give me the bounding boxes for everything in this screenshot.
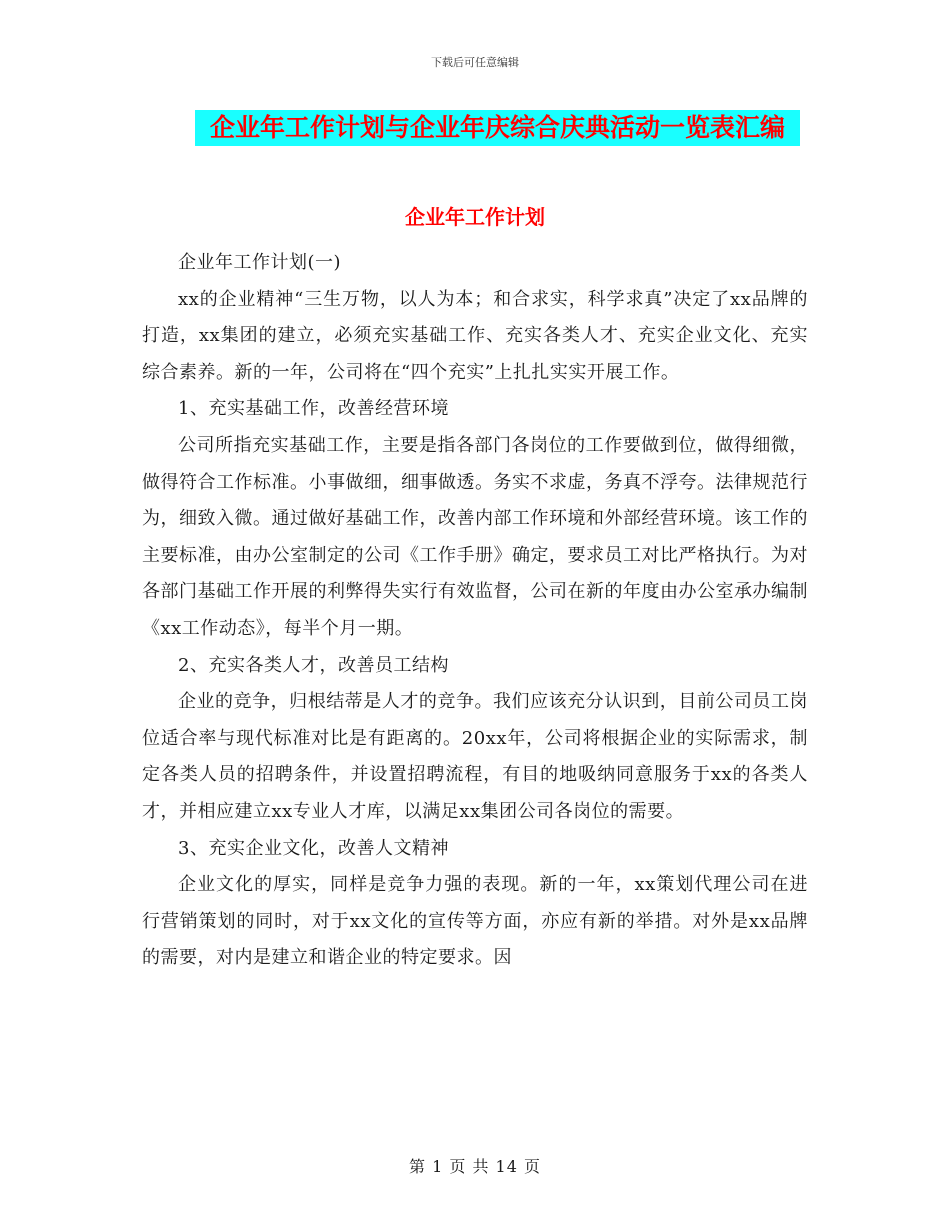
header-note: 下载后可任意编辑	[431, 56, 519, 69]
section-title: 企业年工作计划	[405, 205, 545, 229]
document-title: 企业年工作计划与企业年庆综合庆典活动一览表汇编	[195, 110, 800, 146]
paragraph-heading: 2、充实各类人才，改善员工结构	[178, 654, 449, 676]
paragraph-heading: 1、充实基础工作，改善经营环境	[178, 398, 449, 420]
document-body	[142, 245, 808, 977]
page-number: 第 1 页 共 14 页	[409, 1157, 541, 1176]
paragraph: xx的企业精神“三生万物，以人为本；和合求实，科学求真”决定了xx品牌的打造，xx集团的建立，必须充实基础工作、充实各类人才、充实企业文化、充实综合素养。新的一年，公司将在“四个充实”上扎扎实实开展工作。	[142, 288, 808, 383]
paragraph: 公司所指充实基础工作，主要是指各部门各岗位的工作要做到位，做得细微，做得符合工作标准。小事做细，细事做透。务实不求虚，务真不浮夸。法律规范行为，细致入微。通过做好基础工作，改善内部工作环境和外部经营环境。该工作的主要标准，由办公室制定的公司《工作手册》确定，要求员工对比严格执行。为对各部门基础工作开展的利弊得失实行有效监督，公司在新的年度由办公室承办编制《xx工作动态》，每半个月一期。	[142, 434, 808, 639]
paragraph-heading: 3、充实企业文化，改善人文精神	[178, 837, 449, 859]
paragraph: 企业的竞争，归根结蒂是人才的竞争。我们应该充分认识到，目前公司员工岗位适合率与现代标准对比是有距离的。20xx年，公司将根据企业的实际需求，制定各类人员的招聘条件，并设置招聘流程，有目的地吸纳同意服务于xx的各类人才，并相应建立xx专业人才库，以满足xx集团公司各岗位的需要。	[142, 691, 808, 822]
paragraph: 企业文化的厚实，同样是竞争力强的表现。新的一年，xx策划代理公司在进行营销策划的同时，对于xx文化的宣传等方面，亦应有新的举措。对外是xx品牌的需要，对内是建立和谐企业的特定要求。因	[142, 874, 808, 969]
paragraph-subtitle: 企业年工作计划(一)	[178, 252, 342, 273]
